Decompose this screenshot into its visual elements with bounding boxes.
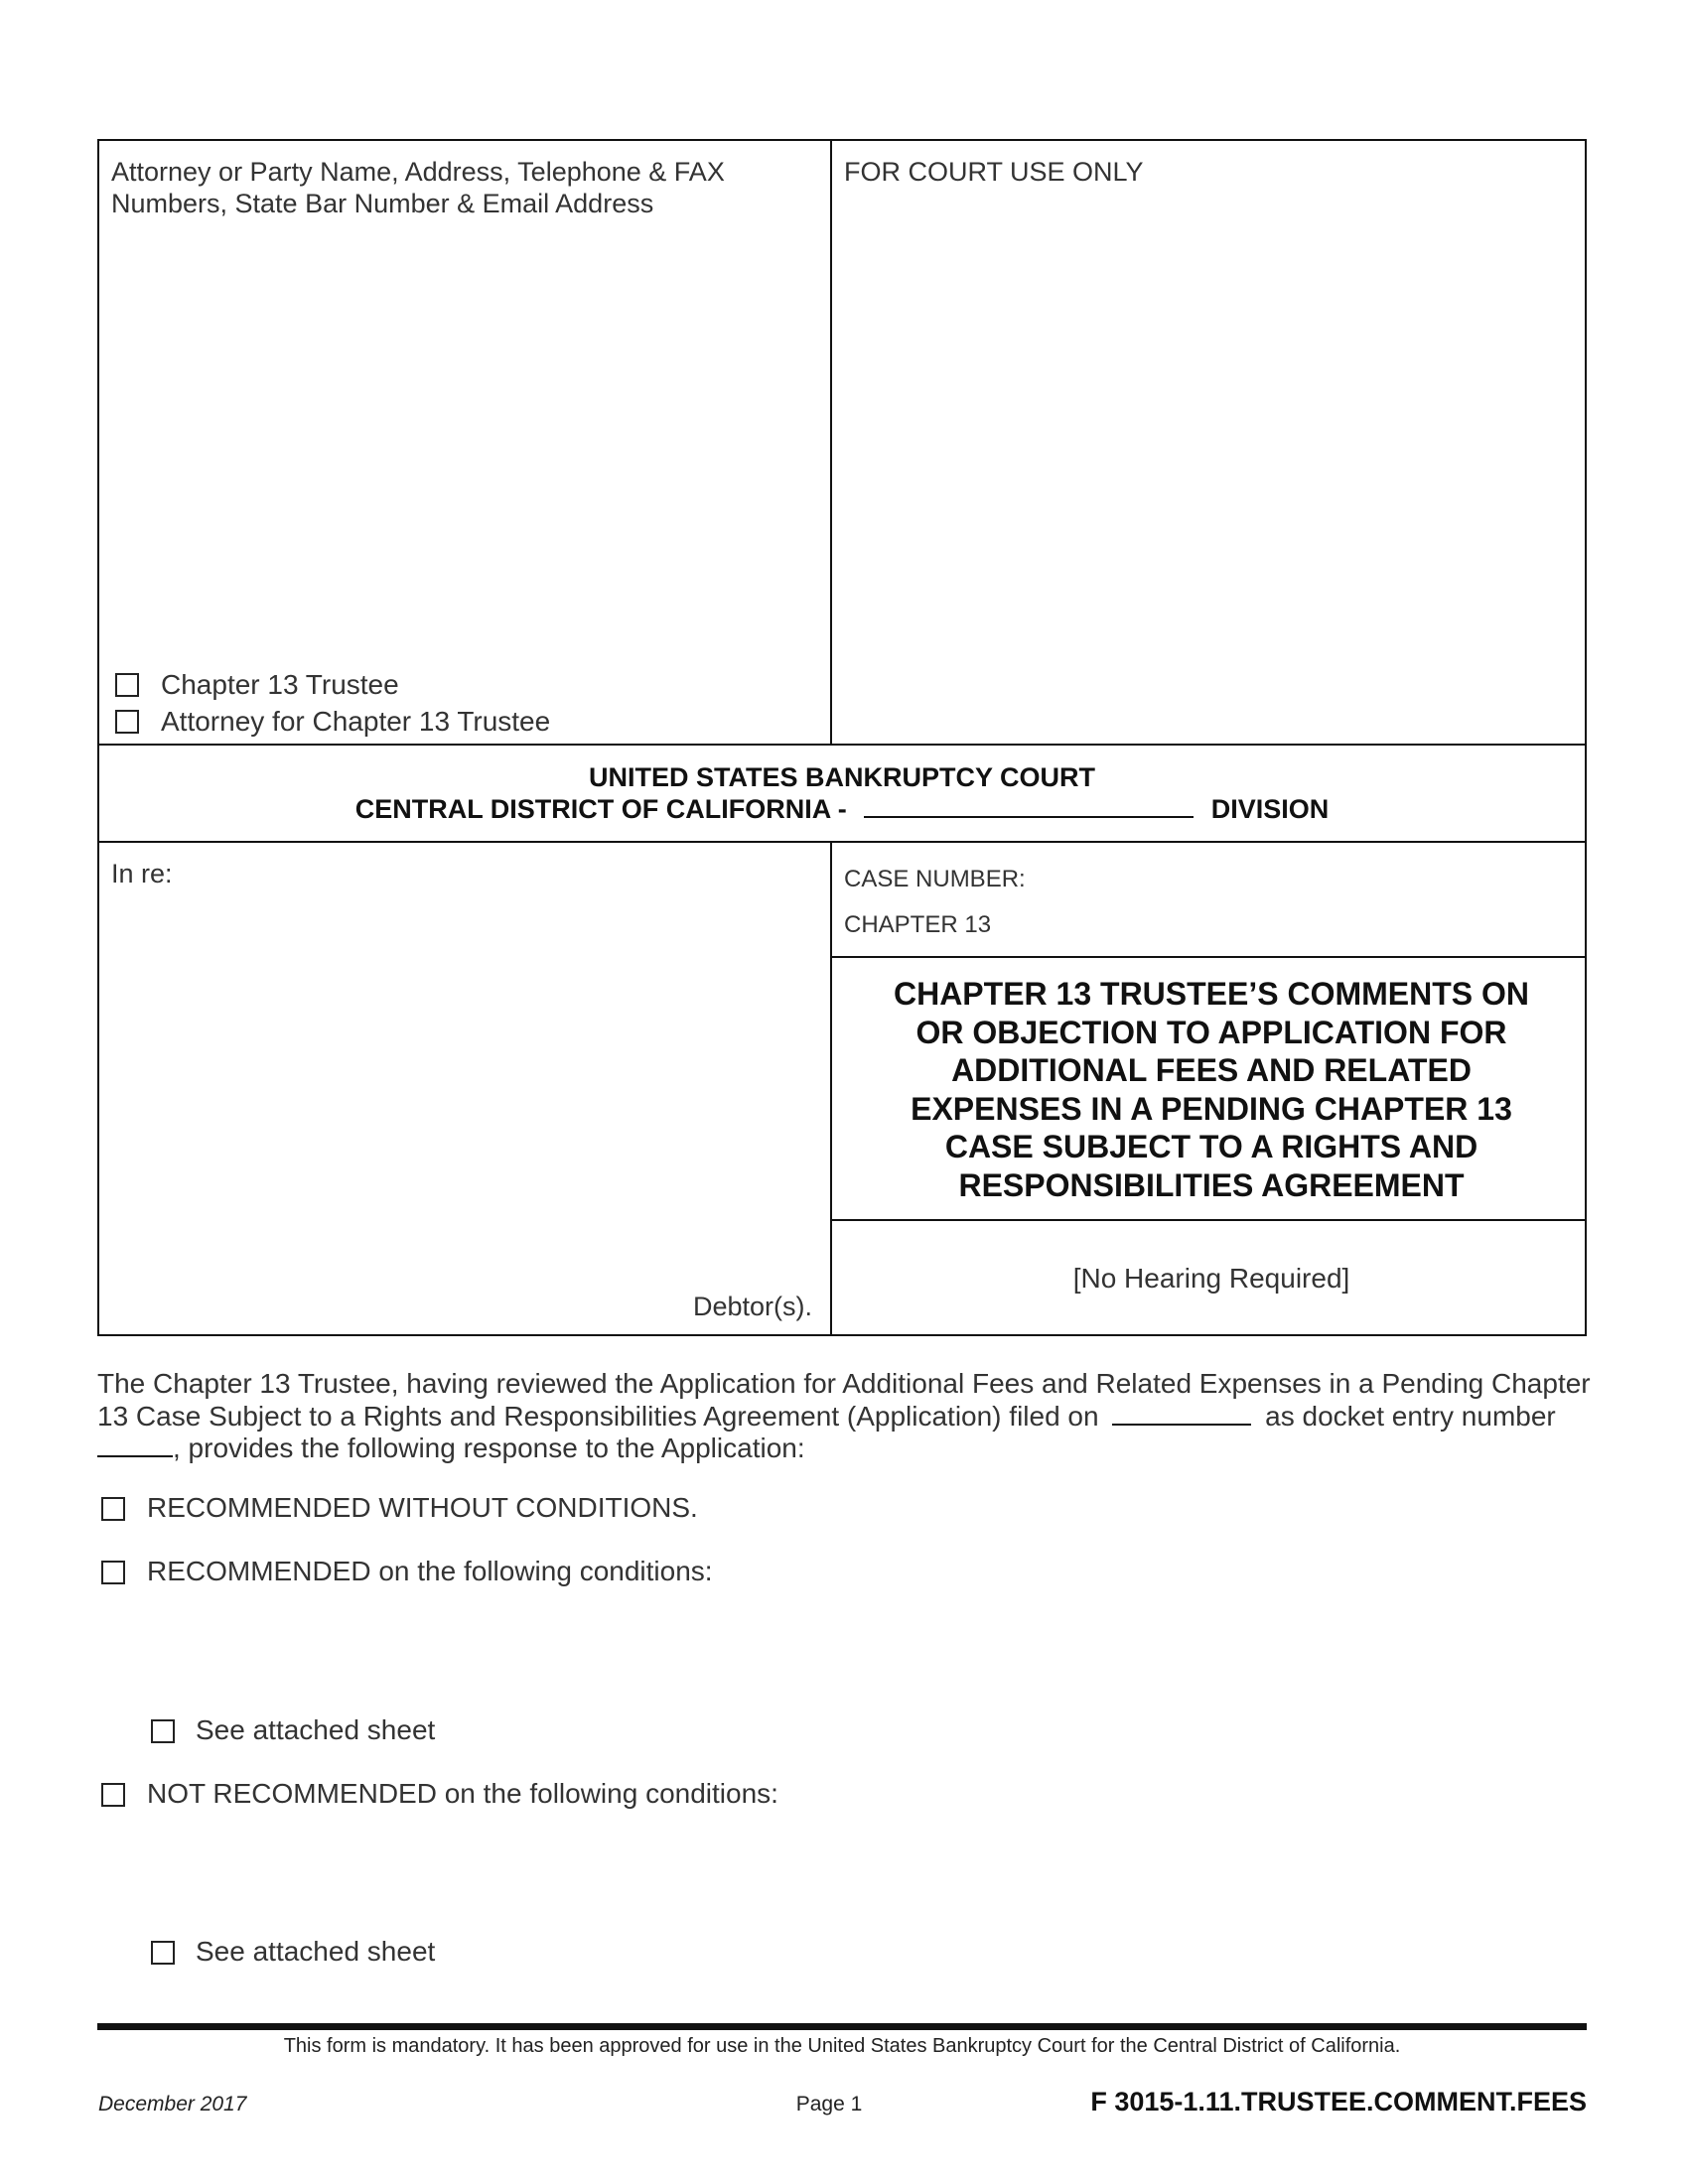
recommended-without-conditions-label: RECOMMENDED WITHOUT CONDITIONS. [147, 1492, 698, 1523]
attorney-info-label [111, 156, 816, 219]
court-name: UNITED STATES BANKRUPTCY COURT [588, 762, 1095, 792]
attorney-for-trustee-label: Attorney for Chapter 13 Trustee [161, 706, 551, 737]
debtors-label: Debtor(s). [693, 1292, 813, 1321]
paragraph-line-3 [97, 1433, 1597, 1465]
divider-court-top [97, 744, 1587, 746]
court-use-label: FOR COURT USE ONLY [844, 157, 1144, 187]
attorney-info-input-area[interactable] [111, 228, 816, 645]
not-recommended-checkbox[interactable] [101, 1783, 125, 1807]
footer-rule [97, 2023, 1587, 2030]
see-attached-sheet-2-label: See attached sheet [196, 1936, 436, 1967]
case-number-input[interactable] [1043, 862, 1559, 893]
title-line-6: RESPONSIBILITIES AGREEMENT [958, 1166, 1465, 1203]
see-attached-sheet-1-label: See attached sheet [196, 1714, 436, 1745]
mandatory-note: This form is mandatory. It has been approved for use in the United States Bankruptcy Court for the Central District of California. [283, 2035, 1401, 2057]
filed-on-date-blank[interactable] [1112, 1402, 1251, 1426]
chapter-13-trustee-checkbox[interactable] [115, 673, 139, 697]
footer-date: December 2017 [98, 2093, 247, 2116]
divider-top-vertical [830, 139, 832, 746]
paragraph-line-1: The Chapter 13 Trustee, having reviewed the Application for Additional Fees and Related Expenses in a Pending Chapter [97, 1368, 1591, 1399]
recommended-without-conditions-checkbox[interactable] [101, 1497, 125, 1521]
footer-form-number: F 3015-1.11.TRUSTEE.COMMENT.FEES [1090, 2087, 1587, 2116]
court-district-line [97, 794, 1587, 825]
title-line-2: OR OBJECTION TO APPLICATION FOR [915, 1014, 1507, 1050]
divider-title [830, 1219, 1587, 1221]
recommended-conditions-input[interactable] [147, 1598, 1577, 1707]
docket-entry-blank[interactable] [97, 1433, 173, 1457]
see-attached-sheet-2-checkbox[interactable] [151, 1941, 175, 1965]
title-line-5: CASE SUBJECT TO A RIGHTS AND [944, 1129, 1478, 1164]
hearing-note: [No Hearing Required] [1072, 1263, 1350, 1294]
footer-page: Page 1 [795, 2093, 863, 2116]
case-number-label: CASE NUMBER: [844, 866, 1026, 892]
court-use-area[interactable] [844, 199, 1569, 715]
debtor-name-area[interactable] [111, 898, 806, 1276]
paragraph-line-2 [97, 1401, 1597, 1433]
attorney-label-line2: Numbers, State Bar Number & Email Address [111, 189, 654, 218]
recommended-with-conditions-label: RECOMMENDED on the following conditions: [147, 1556, 713, 1586]
paragraph-line-2b: as docket entry number [1265, 1400, 1556, 1432]
divider-court-bottom [97, 841, 1587, 843]
title-line-1: CHAPTER 13 TRUSTEE’S COMMENTS ON [893, 976, 1530, 1012]
recommended-with-conditions-checkbox[interactable] [101, 1561, 125, 1584]
court-district-prefix: CENTRAL DISTRICT OF CALIFORNIA - [354, 794, 847, 824]
paragraph-line-2a: 13 Case Subject to a Rights and Responsibilities Agreement (Application) filed on [97, 1400, 1099, 1432]
chapter-label: CHAPTER 13 [844, 911, 992, 938]
response-paragraph [97, 1368, 1597, 1465]
see-attached-sheet-1-checkbox[interactable] [151, 1719, 175, 1743]
not-recommended-label: NOT RECOMMENDED on the following conditions: [147, 1778, 778, 1809]
chapter-13-trustee-label: Chapter 13 Trustee [161, 669, 399, 700]
divider-case-number [830, 956, 1587, 958]
paragraph-line-3-text: , provides the following response to the Application: [173, 1433, 805, 1463]
division-blank[interactable] [864, 794, 1194, 818]
court-division-suffix: DIVISION [1210, 794, 1330, 824]
document-title [836, 975, 1587, 1204]
divider-lower-vertical [830, 842, 832, 1336]
title-line-3: ADDITIONAL FEES AND RELATED [951, 1052, 1472, 1088]
attorney-for-trustee-checkbox[interactable] [115, 710, 139, 734]
attorney-label-line1: Attorney or Party Name, Address, Telephone & FAX [111, 157, 725, 187]
in-re-label: In re: [111, 859, 173, 888]
not-recommended-conditions-input[interactable] [147, 1821, 1577, 1930]
title-line-4: EXPENSES IN A PENDING CHAPTER 13 [911, 1090, 1512, 1127]
